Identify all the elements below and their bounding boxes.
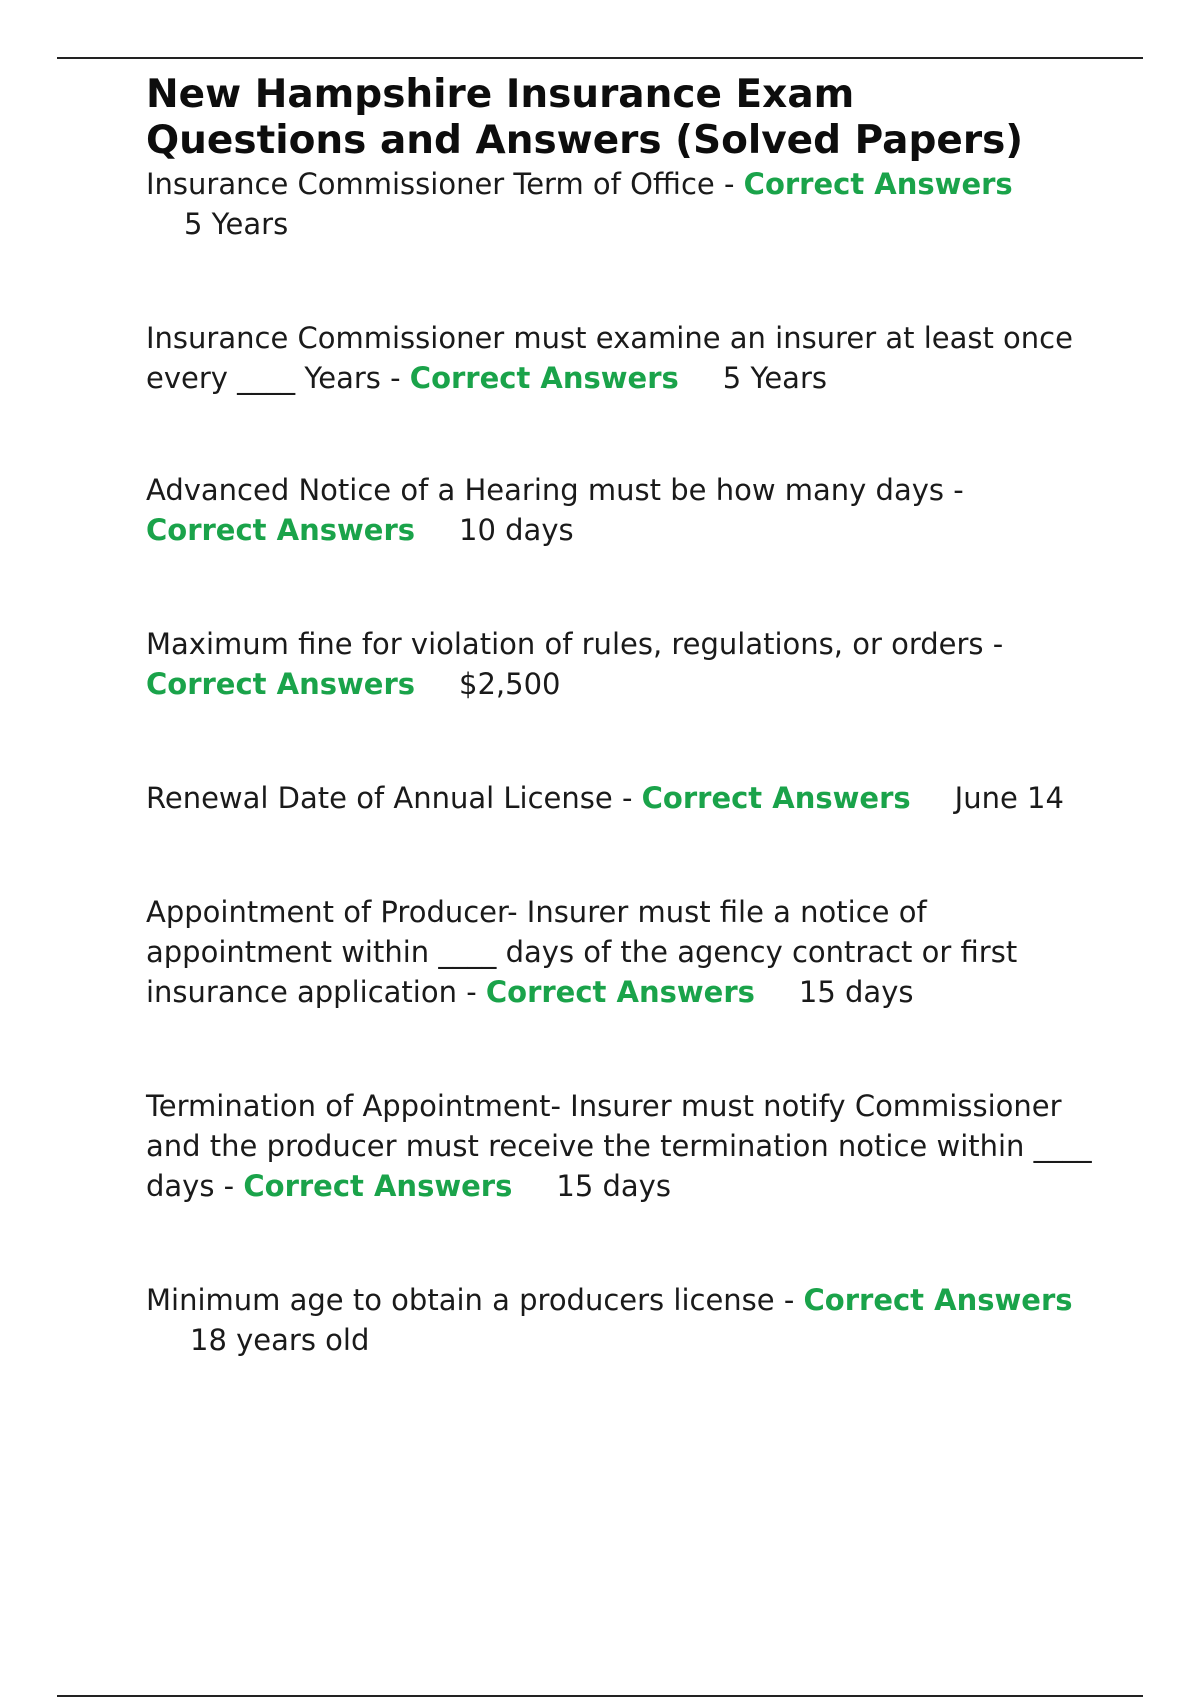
question-text: Appointment of Producer- Insurer must file a notice of appointment within ____ days of the agency contract or first insurance application -: [146, 895, 1018, 1009]
correct-answers-label: Correct Answers: [409, 361, 679, 395]
answer-text: 15 days: [556, 1169, 671, 1203]
question-text: Insurance Commissioner must examine an insurer at least once every ____ Years -: [146, 321, 1073, 395]
qa-item: [146, 470, 1096, 550]
question-text: Maximum fine for violation of rules, regulations, or orders -: [146, 627, 1004, 661]
correct-answers-label: Correct Answers: [146, 667, 416, 701]
answer-text: June 14: [954, 781, 1064, 815]
answer-text: 5 Years: [184, 207, 289, 241]
answer-text: 15 days: [798, 975, 914, 1009]
correct-answers-label: Correct Answers: [485, 975, 755, 1009]
qa-item: [146, 318, 1096, 398]
question-text: Termination of Appointment- Insurer must notify Commissioner and the producer must receive the termination notice within ____ days -: [146, 1089, 1092, 1203]
correct-answers-label: Correct Answers: [803, 1283, 1073, 1317]
answer-text: 10 days: [459, 513, 574, 547]
question-text: Renewal Date of Annual License -: [146, 781, 633, 815]
qa-item: [146, 1280, 1096, 1360]
qa-item: [146, 778, 1096, 818]
bottom-rule: [57, 1695, 1143, 1697]
question-text: Advanced Notice of a Hearing must be how many days -: [146, 473, 964, 507]
question-text: Insurance Commissioner Term of Office -: [146, 167, 735, 201]
correct-answers-label: Correct Answers: [146, 513, 416, 547]
answer-text: $2,500: [459, 667, 561, 701]
answer-text: 5 Years: [722, 361, 827, 395]
document-body: [146, 72, 1096, 244]
answer-text: 18 years old: [190, 1323, 370, 1357]
question-text: Minimum age to obtain a producers license -: [146, 1283, 795, 1317]
correct-answers-label: Correct Answers: [243, 1169, 513, 1203]
top-rule: [57, 57, 1143, 59]
qa-item: [146, 1086, 1096, 1206]
correct-answers-label: Correct Answers: [641, 781, 911, 815]
document-title: [146, 72, 1096, 164]
qa-item: [146, 624, 1096, 704]
title-line-1: New Hampshire Insurance Exam: [146, 72, 855, 117]
correct-answers-label: Correct Answers: [743, 167, 1013, 201]
qa-item: [146, 164, 1096, 244]
title-line-2: Questions and Answers (Solved Papers): [146, 118, 1024, 163]
qa-item: [146, 892, 1096, 1012]
qa-list: [146, 318, 1096, 1360]
